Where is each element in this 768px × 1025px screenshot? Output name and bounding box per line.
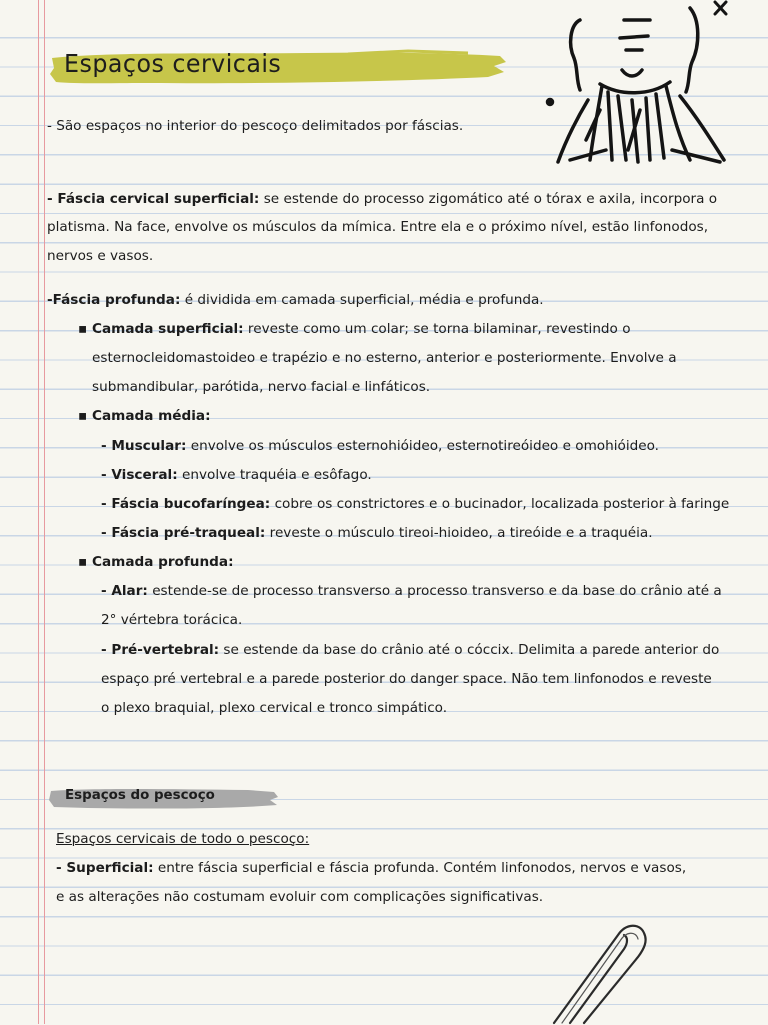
paperclip-icon — [540, 915, 660, 1025]
middle-layer-line — [78, 407, 211, 425]
prevertebral-line-3: o plexo braquial, plexo cervical e tronco simpático. — [101, 700, 448, 716]
muscular-line — [101, 437, 659, 455]
muscular-text: envolve os músculos esternohióideo, esternotireóideo e omohióideo. — [186, 438, 660, 454]
alar-label: - Alar: — [101, 583, 148, 599]
alar-text-1: estende-se de processo transverso a processo transverso e da base do crânio até a — [147, 583, 722, 599]
visceral-line — [101, 466, 372, 484]
margin-line-left — [38, 0, 39, 1024]
pretracheal-line — [101, 524, 653, 542]
section-heading-block — [48, 787, 280, 811]
bullet-icon: ▪ — [78, 321, 88, 337]
alar-line-1 — [101, 582, 722, 600]
superficial-layer-line-2: esternocleidomastoideo e trapézio e no esterno, anterior e posteriormente. Envolve a — [92, 350, 677, 366]
buccopharyngeal-line — [101, 495, 729, 513]
pretracheal-label: - Fáscia pré-traqueal: — [101, 525, 266, 541]
deep-fascia-label: -Fáscia profunda: — [47, 292, 181, 308]
middle-layer-label: Camada média: — [92, 408, 211, 424]
superficial-layer-text-1: reveste como um colar; se torna bilaminar, revestindo o — [243, 321, 631, 337]
superficial-space-line-2: e as alterações não costumam evoluir com complicações significativas. — [56, 889, 544, 905]
muscular-label: - Muscular: — [101, 438, 187, 454]
superficial-fascia-line-1 — [47, 190, 717, 208]
prevertebral-label: - Pré-vertebral: — [101, 642, 220, 658]
alar-line-2: 2° vértebra torácica. — [101, 612, 243, 628]
page-title-block — [48, 48, 508, 88]
pretracheal-text: reveste o músculo tireoi-hioideo, a tireóide e a traquéia. — [265, 525, 653, 541]
deep-layer-label: Camada profunda: — [92, 554, 234, 570]
visceral-text: envolve traquéia e esôfago. — [177, 467, 372, 483]
margin-line-right — [44, 0, 45, 1024]
prevertebral-text-1: se estende da base do crânio até o cóccix. Delimita a parede anterior do — [219, 642, 720, 658]
superficial-layer-line-3: submandibular, parótida, nervo facial e linfáticos. — [92, 379, 431, 395]
bullet-icon: ▪ — [78, 408, 88, 424]
superficial-fascia-line-3: nervos e vasos. — [47, 248, 154, 264]
superficial-fascia-line-2: platisma. Na face, envolve os músculos da mímica. Entre ela e o próximo nível, estão linfonodos, — [47, 219, 709, 235]
prevertebral-line-2: espaço pré vertebral e a parede posterior do danger space. Não tem linfonodos e reveste — [101, 671, 712, 687]
superficial-fascia-text-1: se estende do processo zigomático até o tórax e axila, incorpora o — [259, 191, 718, 207]
buccopharyngeal-text: cobre os constrictores e o bucinador, localizada posterior à faringe — [270, 496, 730, 512]
superficial-fascia-label: - Fáscia cervical superficial: — [47, 191, 260, 207]
neck-sketch-illustration — [540, 0, 740, 175]
superficial-layer-line-1 — [78, 320, 631, 338]
prevertebral-line-1 — [101, 641, 719, 659]
superficial-space-line-1 — [56, 859, 686, 877]
section-heading: Espaços do pescoço — [65, 788, 215, 803]
superficial-space-text-1: entre fáscia superficial e fáscia profunda. Contém linfonodos, nervos e vasos, — [153, 860, 687, 876]
visceral-label: - Visceral: — [101, 467, 178, 483]
buccopharyngeal-label: - Fáscia bucofaríngea: — [101, 496, 271, 512]
intro-text: - São espaços no interior do pescoço delimitados por fáscias. — [47, 118, 464, 134]
bullet-icon: ▪ — [78, 554, 88, 570]
page-title: Espaços cervicais — [64, 49, 282, 78]
superficial-space-label: - Superficial: — [56, 860, 154, 876]
superficial-layer-label: Camada superficial: — [92, 321, 244, 337]
deep-fascia-text: é dividida em camada superficial, média e profunda. — [180, 292, 544, 308]
deep-layer-line — [78, 553, 234, 571]
deep-fascia-line — [47, 291, 544, 309]
section-subtitle: Espaços cervicais de todo o pescoço: — [56, 831, 310, 847]
